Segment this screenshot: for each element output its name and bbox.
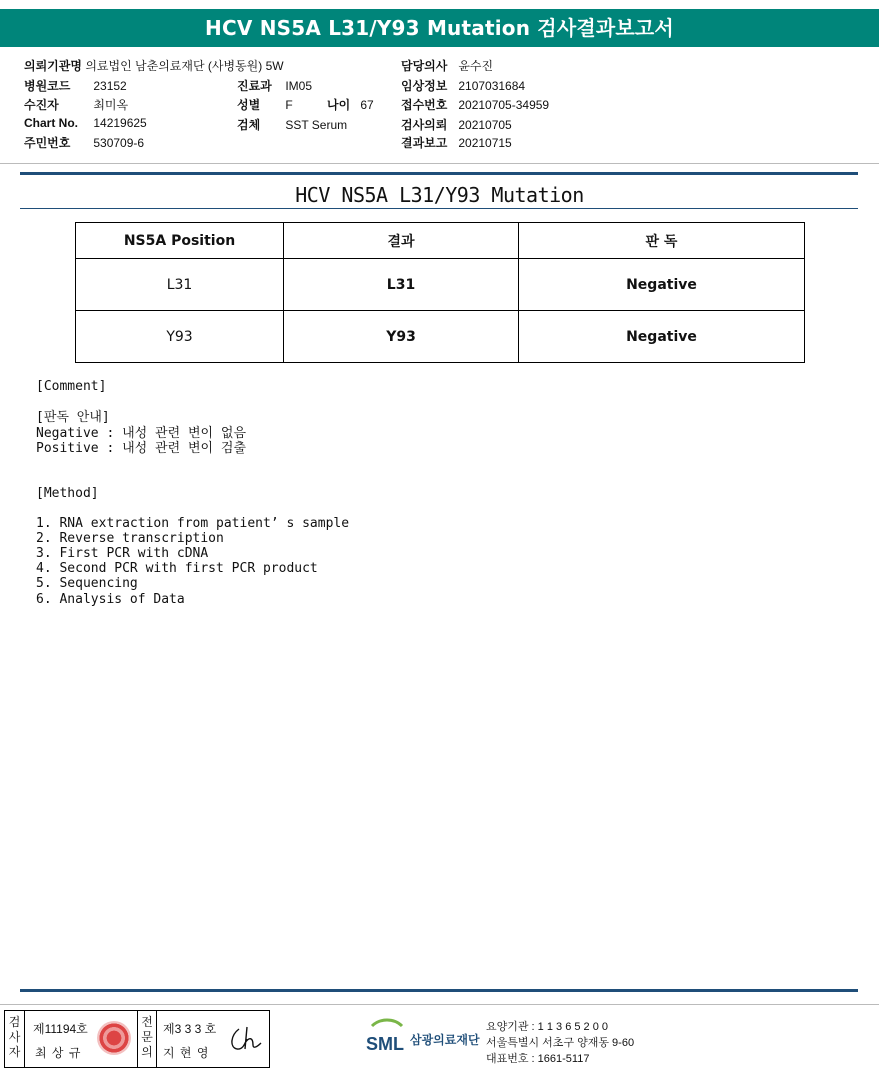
header-field-age: [327, 96, 374, 113]
section-rule-top: [20, 172, 858, 175]
field-value: 최미옥: [93, 98, 129, 112]
field-label: 수진자: [24, 98, 59, 112]
header-field: [24, 57, 284, 74]
field-label: 의뢰기관명: [24, 59, 82, 73]
header-field: [237, 116, 347, 133]
field-value: 530709-6: [93, 136, 145, 150]
header-field: [237, 96, 293, 113]
field-label: 검체: [237, 118, 261, 132]
header-field: [401, 96, 549, 113]
table-cell: L31: [284, 259, 519, 311]
table-row: [76, 311, 805, 363]
sml-logo-icon: [364, 1016, 408, 1056]
method-step: 6. Analysis of Data: [36, 592, 185, 607]
sml-logo-text: SML: [366, 1034, 404, 1054]
field-value: SST Serum: [285, 118, 348, 132]
seal-stamp-icon: [97, 1021, 131, 1055]
header-field: [401, 77, 525, 94]
examiner-license: 제11194호: [33, 1022, 88, 1036]
method-step: 5. Sequencing: [36, 576, 138, 591]
method-label: [Method]: [36, 486, 99, 501]
method-step: 4. Second PCR with first PCR product: [36, 561, 318, 576]
header-field: [401, 134, 512, 151]
field-label: 진료과: [237, 79, 272, 93]
footer-rule: [20, 989, 858, 992]
footer-divider: [0, 1004, 879, 1005]
examiner-label-text: 검 사 자: [8, 1015, 21, 1059]
field-value: 20210715: [458, 136, 512, 150]
field-label: 병원코드: [24, 79, 71, 93]
method-step: 3. First PCR with cDNA: [36, 546, 209, 561]
doctor-name: 지 현 영: [163, 1046, 210, 1060]
field-value: IM05: [285, 79, 313, 93]
field-label: 나이: [327, 98, 351, 112]
field-value: 67: [360, 98, 374, 112]
column-header: 결과: [284, 223, 519, 259]
table-cell: Y93: [76, 311, 284, 363]
header-field: [24, 77, 127, 94]
signature-box: [4, 1010, 270, 1068]
table-cell: L31: [76, 259, 284, 311]
report-title: HCV NS5A L31/Y93 Mutation 검사결과보고서: [0, 9, 879, 47]
field-label: 검사의뢰: [401, 118, 448, 132]
field-value: 20210705: [458, 118, 512, 132]
section-rule-bottom: [20, 208, 858, 209]
method-step: 2. Reverse transcription: [36, 531, 224, 546]
field-label: Chart No.: [24, 116, 78, 130]
field-label: 결과보고: [401, 136, 448, 150]
org-address: [486, 1019, 634, 1067]
table-cell: Y93: [284, 311, 519, 363]
examiner-name: 최 상 규: [35, 1046, 82, 1060]
header-field: [24, 116, 147, 130]
field-value: 윤수진: [458, 59, 494, 73]
field-label: 임상정보: [401, 79, 448, 93]
field-value: F: [285, 98, 293, 112]
doctor-label-text: 전 문 의: [141, 1015, 153, 1059]
section-title: HCV NS5A L31/Y93 Mutation: [295, 183, 584, 207]
field-label: 접수번호: [401, 98, 448, 112]
field-value: 의료법인 남춘의료재단 (사병동원) 5W: [85, 59, 284, 73]
address-line: 서울특별시 서초구 양재동 9-60: [486, 1037, 635, 1049]
examiner-label: [5, 1011, 25, 1067]
field-value: 20210705-34959: [458, 98, 550, 112]
column-header: 판 독: [519, 223, 805, 259]
header-field: [401, 116, 512, 133]
result-table: [75, 222, 805, 363]
field-value: 23152: [93, 79, 127, 93]
guide-line: Positive : 내성 관련 변이 검출: [36, 441, 247, 456]
header-field: [237, 77, 312, 94]
header-divider: [0, 163, 879, 164]
address-line: 대표번호 : 1661-5117: [486, 1053, 590, 1065]
doctor-label: [137, 1011, 157, 1067]
address-line: 요양기관 : 1 1 3 6 5 2 0 0: [486, 1021, 609, 1033]
table-cell: Negative: [519, 259, 805, 311]
method-step: 1. RNA extraction from patient’ s sample: [36, 516, 350, 531]
table-header-row: [76, 223, 805, 259]
table-cell: Negative: [519, 311, 805, 363]
field-value: 2107031684: [458, 79, 526, 93]
header-field: [24, 96, 128, 113]
guide-label: [판독 안내]: [36, 410, 110, 425]
field-label: 성별: [237, 98, 261, 112]
header-field: [401, 57, 493, 74]
table-row: [76, 259, 805, 311]
field-label: 담당의사: [401, 59, 448, 73]
guide-line: Negative : 내성 관련 변이 없음: [36, 426, 247, 441]
field-label: 주민번호: [24, 136, 71, 150]
signature-icon: [225, 1021, 265, 1057]
field-value: 14219625: [93, 116, 147, 130]
column-header: NS5A Position: [76, 223, 284, 259]
header-field: [24, 134, 144, 151]
doctor-license: 제3 3 3 호: [163, 1022, 217, 1036]
org-name: 삼광의료재단: [410, 1033, 480, 1047]
comment-label: [Comment]: [36, 379, 107, 394]
